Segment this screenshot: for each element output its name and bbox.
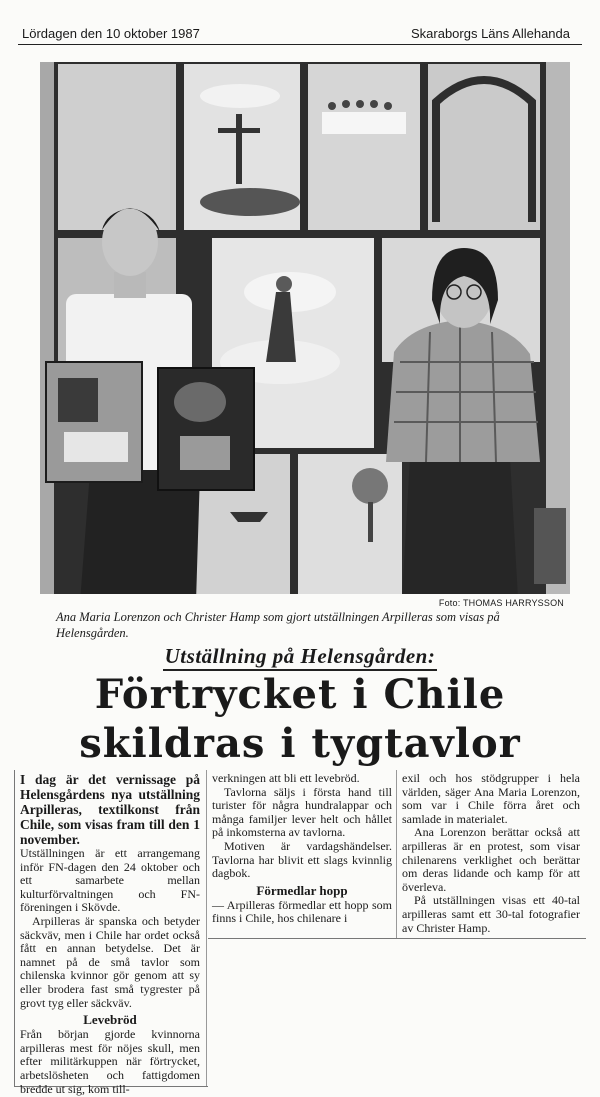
- kicker: [0, 644, 600, 669]
- photo-illustration: [40, 62, 570, 594]
- page-header: [22, 24, 570, 42]
- paragraph: exil och hos stödgrupper i hela världen, säger Ana Maria Lorenzon, som var i Chile förra året och samlade in materialet.: [402, 771, 580, 826]
- issue-date: Lördagen den 10 oktober 1987: [22, 25, 200, 41]
- article-lead: I dag är det vernissage på Helensgårdens nya utställning Arpilleras, textilkonst från Chile, som visas fram till den 1 november.: [20, 772, 200, 847]
- article-photo: [40, 62, 570, 594]
- subheading-formedlar-hopp: Förmedlar hopp: [256, 882, 348, 898]
- paragraph: Tavlorna säljs i första hand till turister för några hundralappar och många familjer lever helt och hållet på inkomsterna av tavlorna.: [212, 784, 392, 840]
- headline-line-2: skildras i tygtavlor: [79, 720, 521, 767]
- newspaper-name: Skaraborgs Läns Allehanda: [410, 25, 570, 41]
- headline-line-1: Förtrycket i Chile: [94, 671, 506, 718]
- article-column-2: [212, 772, 392, 926]
- photo-caption: Ana Maria Lorenzon och Christer Hamp som gjort utställningen Arpilleras som visas på Helensgården.: [56, 610, 500, 640]
- article-column-1: [20, 772, 200, 1096]
- column-rule-2: [396, 770, 397, 938]
- paragraph: Utställningen är ett arrangemang inför FN-dagen den 24 oktober och ett samarbete mellan kulturförvaltningen och FN-föreningen i Skövde.: [20, 846, 200, 915]
- photo-credit: Foto: THOMAS HARRYSSON: [438, 598, 564, 608]
- paragraph: — Arpilleras förmedlar ett hopp som finns i Chile, hos chilenare i: [212, 897, 392, 926]
- paragraph: Arpilleras är spanska och betyder säckväv, men i Chile har ordet också fått en annan betydelse. Det är namnet på de små tavlor som chilenska kvinnor gör genom att sy eller brodera fast små tygrester på grovt tyg eller säckväv.: [20, 913, 200, 1010]
- column-border-bottom-right: [208, 938, 586, 939]
- paragraph: Motiven är vardagshändelser. Tavlorna har blivit ett slags kvinnlig dagbok.: [212, 838, 392, 881]
- paragraph: På utställningen visas ett 40-tal arpilleras samt ett 30-tal fotografier av Christer Hamp.: [402, 893, 580, 935]
- column-rule-1: [206, 770, 207, 1086]
- paragraph: Från början gjorde kvinnorna arpilleras mest för nöjes skull, men efter militärkuppen när förtrycket, arbetslösheten och fattigdomen bredde ut sig, kom till-: [20, 1027, 200, 1096]
- paragraph: Ana Lorenzon berättar också att arpilleras är en protest, som visar chilenarens verklighet och berättar om deras lidande och kamp för att överleva.: [402, 825, 580, 894]
- paragraph: verkningen att bli ett levebröd.: [212, 771, 360, 785]
- header-rule: [18, 44, 582, 45]
- headline: [24, 670, 576, 768]
- subheading-levebrod: Levebröd: [83, 1012, 137, 1028]
- column-border-left: [14, 770, 15, 1086]
- kicker-text: Utställning på Helensgården:: [163, 644, 438, 671]
- article-column-3: [402, 772, 580, 935]
